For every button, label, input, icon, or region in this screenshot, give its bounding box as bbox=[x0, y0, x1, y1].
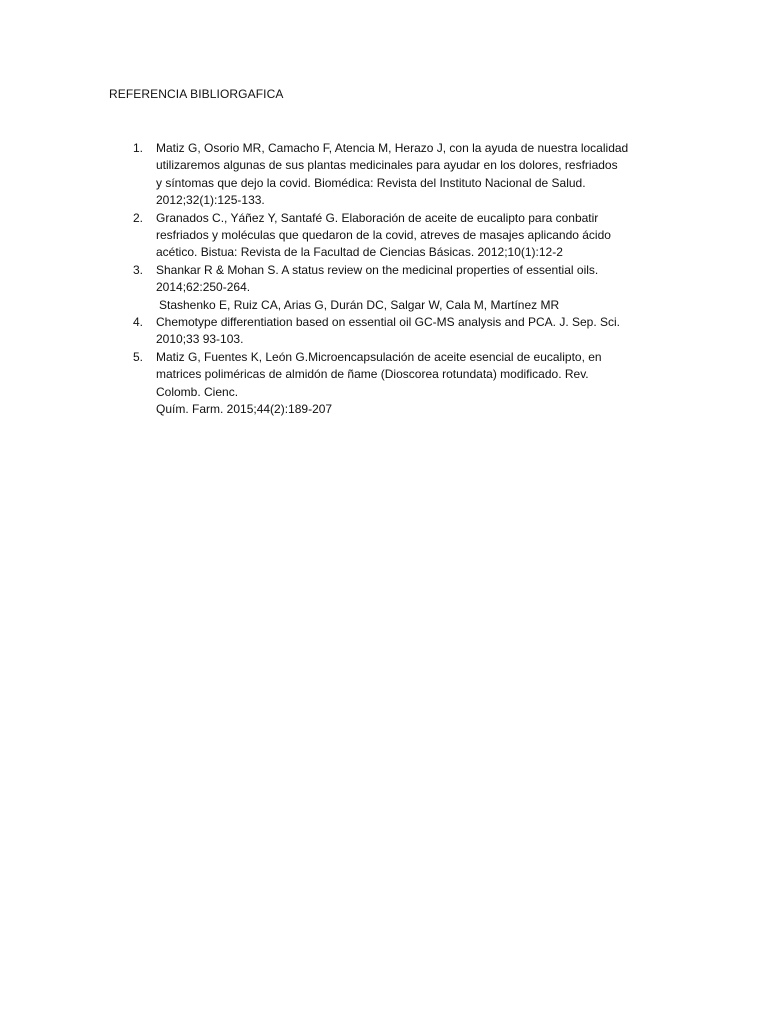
reference-line: 2010;33 93-103. bbox=[156, 332, 244, 347]
reference-line: Granados C., Yáñez Y, Santafé G. Elaboración de aceite de eucalipto para conbatir bbox=[156, 210, 599, 225]
reference-line: Shankar R & Mohan S. A status review on the medicinal properties of essential oils. bbox=[156, 262, 599, 277]
reference-line: resfriados y moléculas que quedaron de la covid, atreves de masajes aplicando ácido bbox=[156, 228, 611, 243]
reference-line: Quím. Farm. 2015;44(2):189-207 bbox=[156, 402, 333, 417]
page-title: REFERENCIA BIBLIORGAFICA bbox=[109, 87, 284, 101]
reference-list bbox=[109, 140, 669, 419]
reference-line: utilizaremos algunas de sus plantas medicinales para ayudar en los dolores, resfriados bbox=[156, 158, 618, 173]
reference-item-1 bbox=[109, 140, 669, 210]
reference-line: Matiz G, Fuentes K, León G.Microencapsulación de aceite esencial de eucalipto, en bbox=[156, 349, 602, 364]
reference-unnumbered-line: Stashenko E, Ruiz CA, Arias G, Durán DC, Salgar W, Cala M, Martínez MR bbox=[159, 297, 560, 312]
reference-number: 3. bbox=[133, 262, 144, 277]
reference-number: 2. bbox=[133, 210, 144, 225]
reference-line: y síntomas que dejo la covid. Biomédica: Revista del Instituto Nacional de Salud. bbox=[156, 175, 586, 190]
reference-line: matrices poliméricas de almidón de ñame (Dioscorea rotundata) modificado. Rev. bbox=[156, 367, 589, 382]
reference-line: 2014;62:250-264. bbox=[156, 280, 251, 295]
reference-item-3 bbox=[109, 262, 669, 297]
reference-line: Colomb. Cienc. bbox=[156, 384, 239, 399]
reference-line: Chemotype differentiation based on essential oil GC-MS analysis and PCA. J. Sep. Sci. bbox=[156, 315, 621, 330]
reference-line: Matiz G, Osorio MR, Camacho F, Atencia M, Herazo J, con la ayuda de nuestra localidad bbox=[156, 141, 629, 155]
reference-number: 4. bbox=[133, 315, 144, 330]
reference-number: 5. bbox=[133, 349, 144, 364]
reference-line: acético. Bistua: Revista de la Facultad de Ciencias Básicas. 2012;10(1):12-2 bbox=[156, 245, 563, 260]
reference-line: 2012;32(1):125-133. bbox=[156, 193, 265, 208]
reference-item-5 bbox=[109, 349, 669, 419]
reference-number: 1. bbox=[133, 141, 144, 155]
reference-item-2 bbox=[109, 210, 669, 262]
reference-item-4 bbox=[109, 314, 669, 349]
